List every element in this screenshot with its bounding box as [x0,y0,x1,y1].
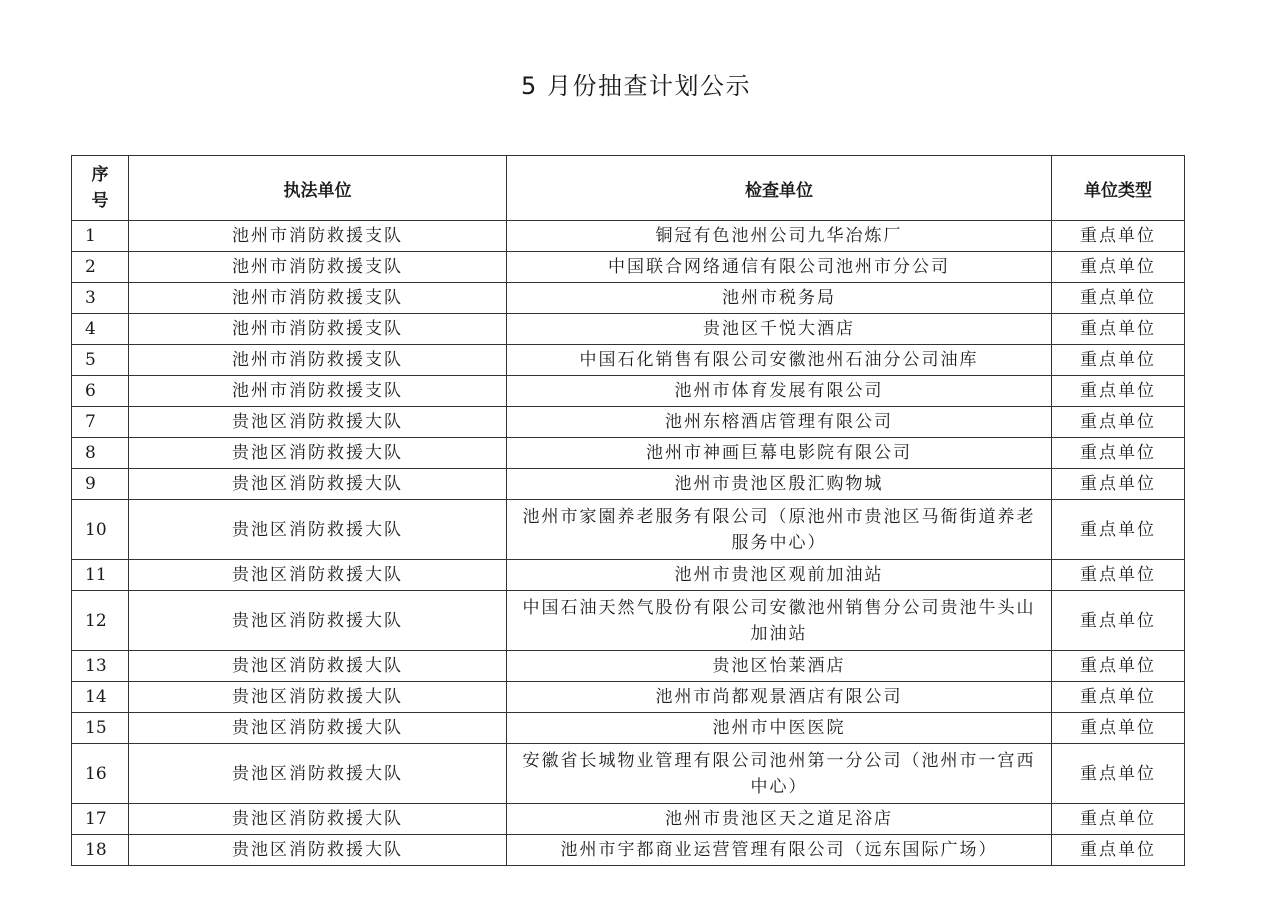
cell-type: 重点单位 [1052,713,1185,744]
header-seq-line2: 号 [91,191,109,211]
cell-unit: 池州市尚都观景酒店有限公司 [507,682,1052,713]
table-header-row [72,156,1185,221]
table-row [72,682,1185,713]
table-row [72,438,1185,469]
cell-unit: 安徽省长城物业管理有限公司池州第一分公司（池州市一宫西中心） [507,744,1052,804]
cell-dept: 池州市消防救援支队 [129,221,507,252]
cell-no: 8 [72,438,129,469]
cell-unit: 中国联合网络通信有限公司池州市分公司 [507,252,1052,283]
header-type: 单位类型 [1052,156,1185,221]
cell-unit: 池州市税务局 [507,283,1052,314]
cell-type: 重点单位 [1052,591,1185,651]
cell-dept: 贵池区消防救援大队 [129,804,507,835]
table-row [72,221,1185,252]
cell-unit: 贵池区千悦大酒店 [507,314,1052,345]
cell-type: 重点单位 [1052,345,1185,376]
cell-unit: 池州市贵池区观前加油站 [507,560,1052,591]
cell-dept: 贵池区消防救援大队 [129,591,507,651]
cell-unit: 池州市宇都商业运营管理有限公司（远东国际广场） [507,835,1052,866]
cell-type: 重点单位 [1052,221,1185,252]
cell-unit: 池州市贵池区殷汇购物城 [507,469,1052,500]
cell-no: 18 [72,835,129,866]
cell-dept: 贵池区消防救援大队 [129,682,507,713]
cell-no: 7 [72,407,129,438]
cell-dept: 贵池区消防救援大队 [129,469,507,500]
cell-no: 4 [72,314,129,345]
cell-unit: 贵池区怡莱酒店 [507,651,1052,682]
table-row [72,252,1185,283]
cell-type: 重点单位 [1052,314,1185,345]
cell-type: 重点单位 [1052,804,1185,835]
cell-no: 13 [72,651,129,682]
table-row [72,376,1185,407]
cell-no: 10 [72,500,129,560]
cell-no: 2 [72,252,129,283]
cell-dept: 池州市消防救援支队 [129,345,507,376]
cell-dept: 贵池区消防救援大队 [129,438,507,469]
table-row [72,744,1185,804]
cell-type: 重点单位 [1052,560,1185,591]
cell-unit: 池州市体育发展有限公司 [507,376,1052,407]
cell-no: 12 [72,591,129,651]
table-row [72,283,1185,314]
cell-dept: 池州市消防救援支队 [129,314,507,345]
cell-dept: 贵池区消防救援大队 [129,500,507,560]
cell-dept: 贵池区消防救援大队 [129,407,507,438]
cell-no: 11 [72,560,129,591]
cell-no: 17 [72,804,129,835]
cell-type: 重点单位 [1052,682,1185,713]
cell-type: 重点单位 [1052,744,1185,804]
cell-unit: 铜冠有色池州公司九华冶炼厂 [507,221,1052,252]
table-row [72,835,1185,866]
table-row [72,345,1185,376]
cell-dept: 贵池区消防救援大队 [129,835,507,866]
cell-no: 9 [72,469,129,500]
cell-type: 重点单位 [1052,283,1185,314]
cell-type: 重点单位 [1052,407,1185,438]
cell-no: 6 [72,376,129,407]
table-row [72,804,1185,835]
table-row [72,713,1185,744]
table-row [72,591,1185,651]
cell-no: 3 [72,283,129,314]
cell-type: 重点单位 [1052,835,1185,866]
cell-no: 1 [72,221,129,252]
table-row [72,651,1185,682]
cell-dept: 贵池区消防救援大队 [129,713,507,744]
cell-type: 重点单位 [1052,500,1185,560]
cell-no: 15 [72,713,129,744]
cell-dept: 贵池区消防救援大队 [129,744,507,804]
header-seq-line1: 序 [91,165,109,185]
header-dept: 执法单位 [129,156,507,221]
header-unit: 检查单位 [507,156,1052,221]
table-row [72,500,1185,560]
cell-no: 5 [72,345,129,376]
cell-dept: 池州市消防救援支队 [129,283,507,314]
cell-type: 重点单位 [1052,469,1185,500]
cell-no: 14 [72,682,129,713]
cell-unit: 池州市中医医院 [507,713,1052,744]
cell-type: 重点单位 [1052,438,1185,469]
cell-unit: 中国石油天然气股份有限公司安徽池州销售分公司贵池牛头山加油站 [507,591,1052,651]
cell-unit: 中国石化销售有限公司安徽池州石油分公司油库 [507,345,1052,376]
table-row [72,314,1185,345]
cell-dept: 池州市消防救援支队 [129,252,507,283]
inspection-plan-table [71,155,1185,866]
page-title: 5 月份抽查计划公示 [521,72,751,100]
cell-unit: 池州市贵池区天之道足浴店 [507,804,1052,835]
table-row [72,560,1185,591]
cell-unit: 池州市家園养老服务有限公司（原池州市贵池区马衙街道养老服务中心） [507,500,1052,560]
cell-type: 重点单位 [1052,651,1185,682]
cell-type: 重点单位 [1052,252,1185,283]
cell-dept: 池州市消防救援支队 [129,376,507,407]
cell-unit: 池州市神画巨幕电影院有限公司 [507,438,1052,469]
header-seq [72,156,129,221]
cell-unit: 池州东榕酒店管理有限公司 [507,407,1052,438]
cell-dept: 贵池区消防救援大队 [129,651,507,682]
cell-no: 16 [72,744,129,804]
cell-dept: 贵池区消防救援大队 [129,560,507,591]
cell-type: 重点单位 [1052,376,1185,407]
table-row [72,407,1185,438]
table-row [72,469,1185,500]
